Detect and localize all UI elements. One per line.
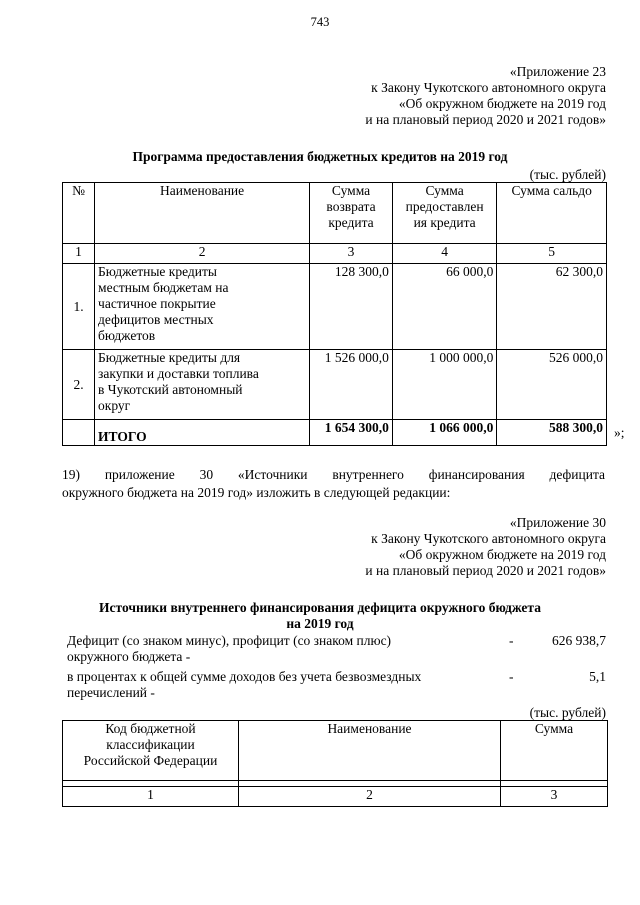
table2-header-name: Наименование	[239, 721, 501, 781]
deficit-sign: -	[509, 633, 514, 648]
percent-sign: -	[509, 669, 514, 684]
table1-header-provision: Сумма предоставлен ия кредита	[392, 183, 496, 244]
row-number: 2.	[63, 350, 95, 420]
annex-30-line-4: и на плановый период 2020 и 2021 годов»	[365, 563, 606, 578]
annex-30-line-2: к Закону Чукотского автономного округа	[371, 531, 606, 546]
annex-23-line-2: к Закону Чукотского автономного округа	[371, 80, 606, 95]
financing-sources-table	[62, 720, 608, 807]
row-number: 1.	[63, 264, 95, 350]
sources-title-line-1: Источники внутреннего финансирования дефицита окружного бюджета	[99, 600, 541, 615]
table1-colnum-5: 5	[497, 244, 607, 264]
paragraph-line-2: окружного бюджета на 2019 год» изложить в следующей редакции:	[62, 485, 451, 500]
row-provision: 1 000 000,0	[392, 350, 496, 420]
row-balance: 526 000,0	[497, 350, 607, 420]
table1-header-num: №	[63, 183, 95, 244]
table1-colnum-row	[63, 244, 607, 264]
table1-total-row	[63, 420, 607, 446]
total-balance: 588 300,0	[497, 420, 607, 446]
total-provision: 1 066 000,0	[392, 420, 496, 446]
row-return: 1 526 000,0	[310, 350, 393, 420]
annex-23-header	[365, 64, 606, 128]
table1-header-balance: Сумма сальдо	[497, 183, 607, 244]
percent-label: в процентах к общей сумме доходов без учета безвозмездных перечислений -	[67, 669, 422, 700]
sources-title-line-2: на 2019 год	[286, 616, 354, 631]
table-row	[63, 350, 607, 420]
annex-30-header	[365, 515, 606, 579]
annex-30-line-1: «Приложение 30	[509, 515, 606, 530]
page-number: 743	[310, 15, 330, 29]
table2-colnum-3: 3	[501, 787, 608, 807]
deficit-label: Дефицит (со знаком минус), профицит (со знаком плюс) окружного бюджета -	[67, 633, 392, 664]
row-balance: 62 300,0	[497, 264, 607, 350]
row-name: Бюджетные кредиты для закупки и доставки топлива в Чукотский автономный округ	[95, 350, 310, 420]
closing-quote-mark: »;	[614, 425, 625, 440]
row-name: Бюджетные кредиты местным бюджетам на частичное покрытие дефицитов местных бюджетов	[95, 264, 310, 350]
paragraph-line-1: 19) приложение 30 «Источники внутреннего финансирования дефицита	[62, 467, 605, 482]
table1-header-name: Наименование	[95, 183, 310, 244]
annex-23-line-4: и на плановый период 2020 и 2021 годов»	[365, 112, 606, 127]
total-empty-cell	[63, 420, 95, 446]
row-return: 128 300,0	[310, 264, 393, 350]
table2-header-code: Код бюджетной классификации Российской Федерации	[63, 721, 239, 781]
credit-program-table	[62, 182, 607, 446]
table-row	[63, 264, 607, 350]
table1-header-row	[63, 183, 607, 244]
deficit-value: 626 938,7	[552, 633, 606, 648]
table1-colnum-2: 2	[95, 244, 310, 264]
table2-colnum-1: 1	[63, 787, 239, 807]
annex-23-line-1: «Приложение 23	[509, 64, 606, 79]
sources-unit: (тыс. рублей)	[529, 705, 606, 720]
table1-header-return: Сумма возврата кредита	[310, 183, 393, 244]
row-provision: 66 000,0	[392, 264, 496, 350]
total-label: ИТОГО	[95, 420, 310, 446]
table1-title: Программа предоставления бюджетных кредитов на 2019 год	[132, 149, 508, 164]
annex-23-line-3: «Об окружном бюджете на 2019 год	[398, 96, 606, 111]
table1-colnum-3: 3	[310, 244, 393, 264]
table1-colnum-4: 4	[392, 244, 496, 264]
table2-colnum-2: 2	[239, 787, 501, 807]
table2-header-sum: Сумма	[501, 721, 608, 781]
table1-colnum-1: 1	[63, 244, 95, 264]
annex-30-line-3: «Об окружном бюджете на 2019 год	[398, 547, 606, 562]
table2-header-row	[63, 721, 608, 781]
percent-value: 5,1	[589, 669, 606, 684]
table2-colnum-row	[63, 787, 608, 807]
table1-unit: (тыс. рублей)	[529, 167, 606, 182]
total-return: 1 654 300,0	[310, 420, 393, 446]
